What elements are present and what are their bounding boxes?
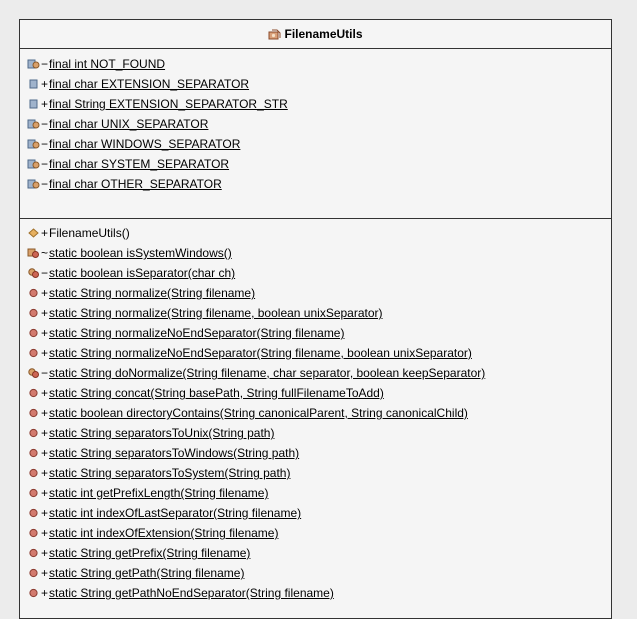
method-row[interactable] [20, 343, 611, 363]
class-header[interactable] [20, 20, 611, 49]
field-row[interactable] [20, 54, 611, 74]
class-icon [268, 29, 281, 40]
visibility-marker: + [41, 326, 49, 340]
method-signature: static String getPathNoEndSeparator(String filename) [49, 586, 334, 600]
method-signature: static String normalize(String filename) [49, 286, 256, 300]
public-method-icon [27, 547, 40, 559]
field-signature: final char OTHER_SEPARATOR [49, 177, 222, 191]
method-signature: static int getPrefixLength(String filename) [49, 486, 269, 500]
method-signature: static String concat(String basePath, String fullFilenameToAdd) [49, 386, 384, 400]
method-signature: static String getPath(String filename) [49, 566, 245, 580]
method-signature: static String doNormalize(String filename, char separator, boolean keepSeparator) [49, 366, 486, 380]
public-field-icon [27, 98, 40, 110]
method-row[interactable] [20, 223, 611, 243]
public-method-icon [27, 307, 40, 319]
visibility-marker: + [41, 446, 49, 460]
public-method-icon [27, 447, 40, 459]
visibility-marker: − [41, 137, 49, 151]
visibility-marker: ~ [41, 246, 49, 260]
visibility-marker: + [41, 426, 49, 440]
uml-class-box[interactable] [19, 19, 612, 619]
visibility-marker: + [41, 286, 49, 300]
method-row[interactable] [20, 323, 611, 343]
field-row[interactable] [20, 74, 611, 94]
method-row[interactable] [20, 423, 611, 443]
method-signature: static String separatorsToSystem(String path) [49, 466, 291, 480]
method-signature: static String normalizeNoEndSeparator(String filename) [49, 326, 345, 340]
visibility-marker: + [41, 566, 49, 580]
public-method-icon [27, 347, 40, 359]
class-name: FilenameUtils [284, 27, 363, 41]
method-row[interactable] [20, 383, 611, 403]
field-row[interactable] [20, 154, 611, 174]
method-signature: static int indexOfLastSeparator(String filename) [49, 506, 302, 520]
public-method-icon [27, 287, 40, 299]
visibility-marker: + [41, 546, 49, 560]
methods-compartment [20, 219, 611, 603]
method-row[interactable] [20, 583, 611, 603]
method-signature: static String normalize(String filename, boolean unixSeparator) [49, 306, 383, 320]
private-method-icon [27, 267, 40, 279]
visibility-marker: − [41, 57, 49, 71]
visibility-marker: + [41, 486, 49, 500]
method-signature: static int indexOfExtension(String filename) [49, 526, 279, 540]
public-method-icon [27, 327, 40, 339]
method-row[interactable] [20, 363, 611, 383]
visibility-marker: + [41, 386, 49, 400]
field-row[interactable] [20, 174, 611, 194]
method-signature: static String normalizeNoEndSeparator(String filename, boolean unixSeparator) [49, 346, 472, 360]
method-row[interactable] [20, 503, 611, 523]
method-row[interactable] [20, 463, 611, 483]
visibility-marker: + [41, 466, 49, 480]
public-method-icon [27, 567, 40, 579]
visibility-marker: + [41, 97, 49, 111]
visibility-marker: + [41, 586, 49, 600]
method-row[interactable] [20, 563, 611, 583]
public-method-icon [27, 487, 40, 499]
fields-compartment [20, 49, 611, 219]
visibility-marker: + [41, 226, 49, 240]
method-signature: static boolean directoryContains(String canonicalParent, String canonicalChild) [49, 406, 468, 420]
visibility-marker: + [41, 526, 49, 540]
field-signature: final char SYSTEM_SEPARATOR [49, 157, 230, 171]
method-signature: static String separatorsToWindows(String path) [49, 446, 300, 460]
visibility-marker: − [41, 117, 49, 131]
visibility-marker: + [41, 346, 49, 360]
private-method-icon [27, 367, 40, 379]
constructor-icon [27, 227, 40, 239]
method-row[interactable] [20, 243, 611, 263]
field-signature: final char UNIX_SEPARATOR [49, 117, 209, 131]
visibility-marker: + [41, 306, 49, 320]
field-signature: final char EXTENSION_SEPARATOR [49, 77, 250, 91]
private-field-icon [27, 118, 40, 130]
field-signature: final int NOT_FOUND [49, 57, 166, 71]
field-signature: final String EXTENSION_SEPARATOR_STR [49, 97, 288, 111]
method-row[interactable] [20, 443, 611, 463]
public-method-icon [27, 527, 40, 539]
method-signature: static String getPrefix(String filename) [49, 546, 251, 560]
public-method-icon [27, 467, 40, 479]
method-row[interactable] [20, 403, 611, 423]
method-signature: static boolean isSeparator(char ch) [49, 266, 236, 280]
public-method-icon [27, 387, 40, 399]
field-row[interactable] [20, 134, 611, 154]
field-row[interactable] [20, 94, 611, 114]
method-row[interactable] [20, 283, 611, 303]
visibility-marker: − [41, 366, 49, 380]
method-row[interactable] [20, 483, 611, 503]
public-method-icon [27, 407, 40, 419]
visibility-marker: + [41, 77, 49, 91]
method-signature: FilenameUtils() [49, 226, 130, 240]
public-method-icon [27, 507, 40, 519]
public-field-icon [27, 78, 40, 90]
method-signature: static String separatorsToUnix(String path) [49, 426, 275, 440]
private-field-icon [27, 158, 40, 170]
visibility-marker: − [41, 266, 49, 280]
private-field-icon [27, 138, 40, 150]
field-signature: final char WINDOWS_SEPARATOR [49, 137, 241, 151]
method-row[interactable] [20, 263, 611, 283]
field-row[interactable] [20, 114, 611, 134]
private-field-icon [27, 58, 40, 70]
method-row[interactable] [20, 303, 611, 323]
visibility-marker: + [41, 506, 49, 520]
private-field-icon [27, 178, 40, 190]
method-signature: static boolean isSystemWindows() [49, 246, 232, 260]
public-method-icon [27, 587, 40, 599]
package-method-icon [27, 247, 40, 259]
method-row[interactable] [20, 523, 611, 543]
method-row[interactable] [20, 543, 611, 563]
public-method-icon [27, 427, 40, 439]
visibility-marker: + [41, 406, 49, 420]
visibility-marker: − [41, 177, 49, 191]
visibility-marker: − [41, 157, 49, 171]
